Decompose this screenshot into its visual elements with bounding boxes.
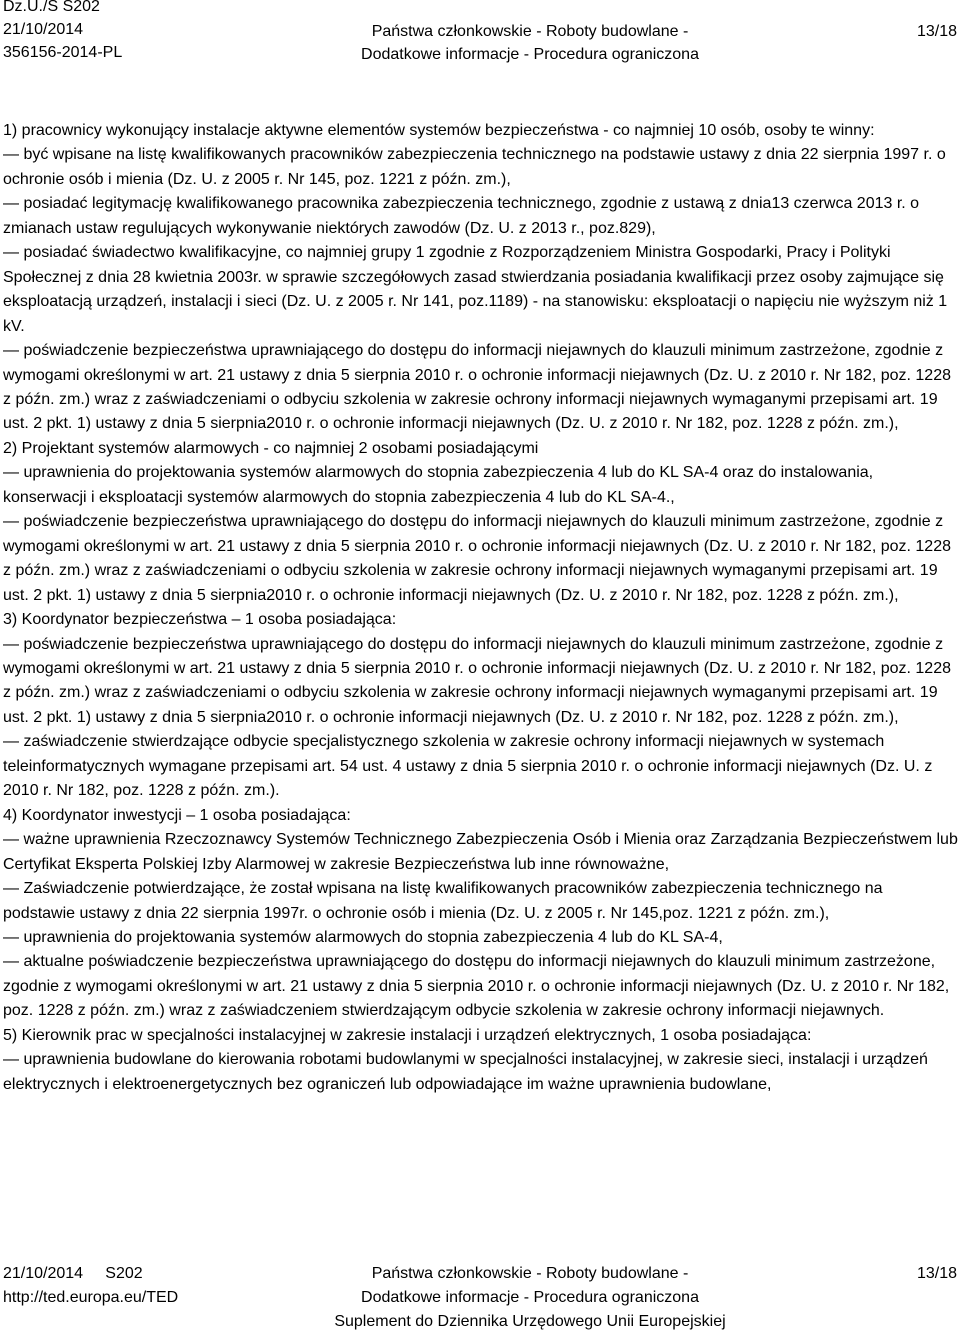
footer-left <box>3 1262 178 1310</box>
footer-procedure: Dodatkowe informacje - Procedura ograniczona <box>361 1289 699 1306</box>
paragraph: 4) Koordynator inwestycji – 1 osoba posiadająca: <box>3 806 351 824</box>
paragraph: — poświadczenie bezpieczeństwa uprawniającego do dostępu do informacji niejawnych do klauzuli minimum zastrzeżone, zgodnie z wymogami określonymi w art. 21 ustawy z dnia 5 sierpnia 2010 r. o ochronie informacji niejawnych (Dz. U. z 2010 r. Nr 182, poz. 1228 z późn. zm.) wraz z zaświadczeniami o odbyciu szkolenia w zakresie ochrony informacji niejawnych wymaganymi przepisami art. 19 ust. 2 pkt. 1) ustawy z dnia 5 sierpnia2010 r. o ochronie informacji niejawnych (Dz. U. z 2010 r. Nr 182, poz. 1228 z późn. zm.), <box>3 635 951 726</box>
footer-page-number: 13/18 <box>916 1265 957 1282</box>
header-category: Państwa członkowskie - Roboty budowlane - <box>371 23 689 40</box>
journal-ref: Dz.U./S S202 <box>3 0 100 15</box>
paragraph: — posiadać świadectwo kwalifikacyjne, co najmniej grupy 1 zgodnie z Rozporządzeniem Ministra Gospodarki, Pracy i Polityki Społecznej z dnia 28 kwietnia 2003r. w sprawie szczegółowych zasad stwierdzania posiadania kwalifikacji przez osoby zajmujące się eksploatacją urządzeń, instalacji i sieci (Dz. U. z 2005 r. Nr 141, poz.1189) - na stanowisku: eksploatacji o napięciu nie wyższym niż 1 kV. <box>3 244 948 335</box>
footer-url-link[interactable]: http://ted.europa.eu/TED <box>3 1289 179 1306</box>
footer-category: Państwa członkowskie - Roboty budowlane - <box>371 1265 689 1282</box>
paragraph: 2) Projektant systemów alarmowych - co najmniej 2 osobami posiadającymi <box>3 439 539 457</box>
paragraph: — uprawnienia do projektowania systemów alarmowych do stopnia zabezpieczenia 4 lub do KL SA-4, <box>3 928 723 946</box>
footer-supplement: Suplement do Dziennika Urzędowego Unii Europejskiej <box>334 1313 726 1330</box>
paragraph: 3) Koordynator bezpieczeństwa – 1 osoba posiadająca: <box>3 611 397 629</box>
paragraph: — poświadczenie bezpieczeństwa uprawniającego do dostępu do informacji niejawnych do klauzuli minimum zastrzeżone, zgodnie z wymogami określonymi w art. 21 ustawy z dnia 5 sierpnia 2010 r. o ochronie informacji niejawnych (Dz. U. z 2010 r. Nr 182, poz. 1228 z późn. zm.) wraz z zaświadczeniami o odbyciu szkolenia w zakresie ochrony informacji niejawnych wymaganymi przepisami art. 19 ust. 2 pkt. 1) ustawy z dnia 5 sierpnia2010 r. o ochronie informacji niejawnych (Dz. U. z 2010 r. Nr 182, poz. 1228 z późn. zm.), <box>3 513 951 604</box>
footer-center <box>280 1262 780 1334</box>
header-left <box>3 0 122 64</box>
paragraph: — Zaświadczenie potwierdzające, że został wpisana na listę kwalifikowanych pracowników zabezpieczenia technicznego na podstawie ustawy z dnia 22 sierpnia 1997r. o ochronie osób i mienia (Dz. U. z 2005 r. Nr 145,poz. 1221 z późn. zm.), <box>3 880 883 922</box>
paragraph: 5) Kierownik prac w specjalności instalacyjnej w zakresie instalacji i urządzeń elektrycznych, 1 osoba posiadająca: <box>3 1026 812 1044</box>
paragraph: — aktualne poświadczenie bezpieczeństwa uprawniającego do dostępu do informacji niejawnych do klauzuli minimum zastrzeżone, zgodnie z wymogami określonymi w art. 21 ustawy z dnia 5 sierpnia 2010 r. o ochronie informacji niejawnych (Dz. U. z 2010 r. Nr 182, poz. 1228 z późn. zm.) wraz z zaświadczeniem stwierdzającym odbycie szkolenia w zakresie ochrony informacji niejawnych. <box>3 953 950 1020</box>
paragraph: — zaświadczenie stwierdzające odbycie specjalistycznego szkolenia w zakresie ochrony informacji niejawnych w systemach teleinformatycznych wymagane przepisami art. 54 ust. 4 ustawy z dnia 5 sierpnia 2010 r. o ochronie informacji niejawnych (Dz. U. z 2010 r. Nr 182, poz. 1228 z późn. zm.). <box>3 733 933 800</box>
header-center <box>280 20 780 66</box>
header-date: 21/10/2014 <box>3 21 84 38</box>
paragraph: — posiadać legitymację kwalifikowanego pracownika zabezpieczenia technicznego, zgodnie z ustawą z dnia13 czerwca 2013 r. o zmianach ustaw regulujących wykonywanie niektórych zawodów (Dz. U. z 2013 r., poz.829), <box>3 195 920 237</box>
header-page-number: 13/18 <box>916 23 957 40</box>
paragraph: — uprawnienia budowlane do kierowania robotami budowlanymi w specjalności instalacyjnej, w zakresie sieci, instalacji i urządzeń elektrycznych i elektroenergetycznych bez ograniczeń lub odpowiadające im ważne uprawnienia budowlane, <box>3 1051 928 1093</box>
paragraph: — uprawnienia do projektowania systemów alarmowych do stopnia zabezpieczenia 4 lub do KL SA-4 oraz do instalowania, konserwacji i eksploatacji systemów alarmowych do stopnia zabezpieczenia 4 lub do KL SA-4., <box>3 464 874 506</box>
document-body <box>3 119 958 1097</box>
paragraph: 1) pracownicy wykonujący instalacje aktywne elementów systemów bezpieczeństwa - co najmniej 10 osób, osoby te winny: <box>3 122 875 139</box>
paragraph: — być wpisane na listę kwalifikowanych pracowników zabezpieczenia technicznego na podstawie ustawy z dnia 22 sierpnia 1997 r. o ochronie osób i mienia (Dz. U. z 2005 r. Nr 145, poz. 1221 z późn. zm.), <box>3 146 946 188</box>
header-procedure: Dodatkowe informacje - Procedura ograniczona <box>361 46 699 63</box>
paragraph: — poświadczenie bezpieczeństwa uprawniającego do dostępu do informacji niejawnych do klauzuli minimum zastrzeżone, zgodnie z wymogami określonymi w art. 21 ustawy z dnia 5 sierpnia 2010 r. o ochronie informacji niejawnych (Dz. U. z 2010 r. Nr 182, poz. 1228 z późn. zm.) wraz z zaświadczeniami o odbyciu szkolenia w zakresie ochrony informacji niejawnych wymaganymi przepisami art. 19 ust. 2 pkt. 1) ustawy z dnia 5 sierpnia2010 r. o ochronie informacji niejawnych (Dz. U. z 2010 r. Nr 182, poz. 1228 z późn. zm.), <box>3 342 951 433</box>
notice-id: 356156-2014-PL <box>3 44 123 61</box>
footer-date-series: 21/10/2014 S202 <box>3 1265 143 1282</box>
paragraph: — ważne uprawnienia Rzeczoznawcy Systemów Technicznego Zabezpieczenia Osób i Mienia oraz Zarządzania Bezpieczeństwem lub Certyfikat Eksperta Polskiej Izby Alarmowej w zakresie Bezpieczeństwa lub inne równoważne, <box>3 831 958 873</box>
